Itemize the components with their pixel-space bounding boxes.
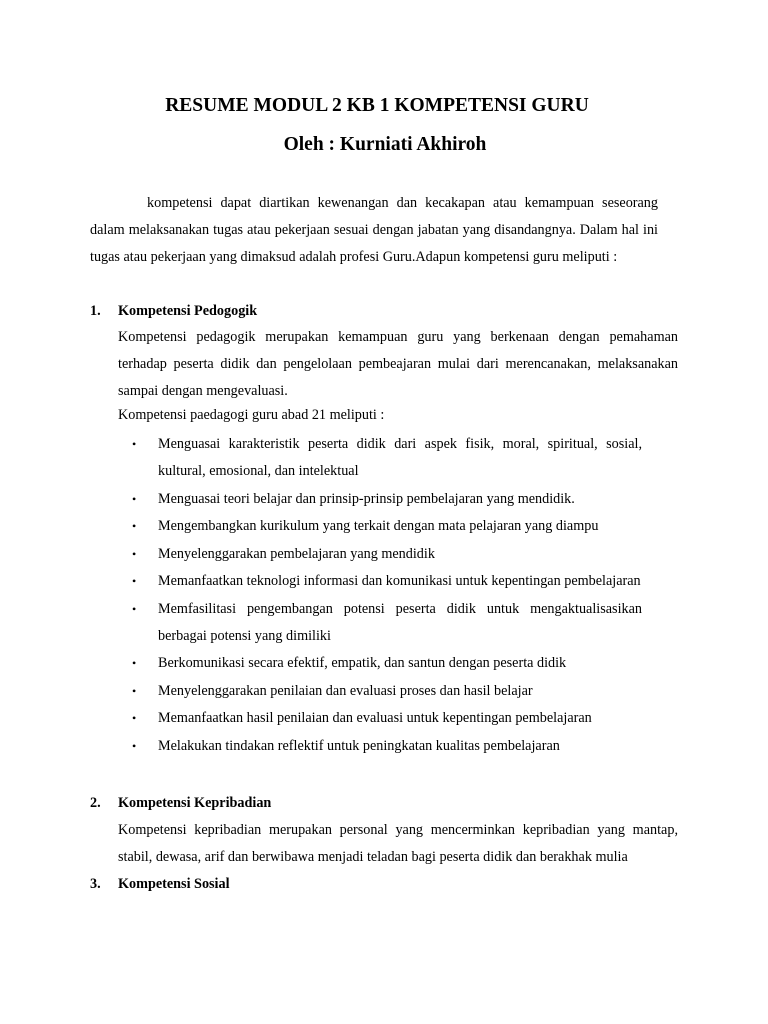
section-number: 3. [90, 876, 101, 892]
bullet-icon: • [132, 683, 137, 698]
section-paragraph-kepribadian: Kompetensi kepribadian merupakan personal yang mencerminkan kepribadian yang mantap, stabil, dewasa, arif dan berwibawa menjadi teladan bagi peserta didik dan berakhak mulia [118, 822, 678, 865]
list-item-text: Memfasilitasi pengembangan potensi peserta didik untuk mengaktualisasikan berbagai potensi yang dimiliki [158, 600, 642, 644]
list-item [132, 431, 642, 485]
document-title: RESUME MODUL 2 KB 1 KOMPETENSI GURU [165, 95, 589, 116]
bullet-icon: • [132, 546, 137, 561]
list-item [132, 733, 642, 760]
bullet-icon: • [132, 601, 137, 616]
list-item [132, 650, 642, 677]
section-title: Kompetensi Sosial [118, 876, 230, 892]
bullet-icon: • [132, 491, 137, 506]
list-item-text: Melakukan tindakan reflektif untuk peningkatan kualitas pembelajaran [158, 737, 560, 754]
author-line: Oleh : Kurniati Akhiroh [283, 134, 487, 155]
list-item-text: Memanfaatkan teknologi informasi dan komunikasi untuk kepentingan pembelajaran [158, 573, 641, 589]
list-item-text: Berkomunikasi secara efektif, empatik, dan santun dengan peserta didik [158, 655, 567, 671]
list-item [132, 486, 642, 513]
section-subintro-pedagogik: Kompetensi paedagogi guru abad 21 meliputi : [118, 407, 385, 423]
list-item [132, 596, 642, 650]
section-heading-pedagogik [90, 301, 257, 321]
list-item-text: Menyelenggarakan pembelajaran yang mendidik [158, 545, 435, 562]
section-heading-sosial [90, 874, 230, 894]
bullet-list-pedagogik [132, 431, 642, 760]
section-paragraph-pedagogik: Kompetensi pedagogik merupakan kemampuan guru yang berkenaan dengan pemahaman terhadap peserta didik dan pengelolaan pembeajaran mulai dari merencanakan, melaksanakan sampai dengan mengevaluasi. [118, 329, 678, 399]
list-item [132, 678, 642, 705]
intro-paragraph: kompetensi dapat diartikan kewenangan dan kecakapan atau kemampuan seseorang dalam melaksanakan tugas atau pekerjaan sesuai dengan jabatan yang disandangnya. Dalam hal ini tugas atau pekerjaan yang dimaksud adalah profesi Guru.Adapun kompetensi guru meliputi : [90, 195, 658, 265]
bullet-icon: • [132, 437, 137, 451]
list-item-text: Menguasai karakteristik peserta didik dari aspek fisik, moral, spiritual, sosial, kultural, emosional, dan intelektual [158, 436, 642, 479]
list-item [132, 568, 642, 595]
section-heading-kepribadian [90, 793, 271, 813]
list-item [132, 705, 642, 732]
list-item [132, 541, 642, 568]
section-number: 1. [90, 303, 101, 319]
section-title: Kompetensi Pedogogik [118, 303, 258, 319]
section-number: 2. [90, 795, 101, 811]
list-item-text: Mengembangkan kurikulum yang terkait dengan mata pelajaran yang diampu [158, 518, 599, 534]
section-title: Kompetensi Kepribadian [118, 795, 272, 811]
bullet-icon: • [132, 574, 137, 588]
list-item-text: Memanfaatkan hasil penilaian dan evaluasi untuk kepentingan pembelajaran [158, 710, 592, 726]
bullet-icon: • [132, 738, 137, 753]
bullet-icon: • [132, 656, 137, 670]
bullet-icon: • [132, 519, 137, 533]
list-item-text: Menguasai teori belajar dan prinsip-prinsip pembelajaran yang mendidik. [158, 490, 575, 507]
list-item [132, 513, 642, 540]
bullet-icon: • [132, 711, 137, 725]
list-item-text: Menyelenggarakan penilaian dan evaluasi proses dan hasil belajar [158, 682, 533, 699]
